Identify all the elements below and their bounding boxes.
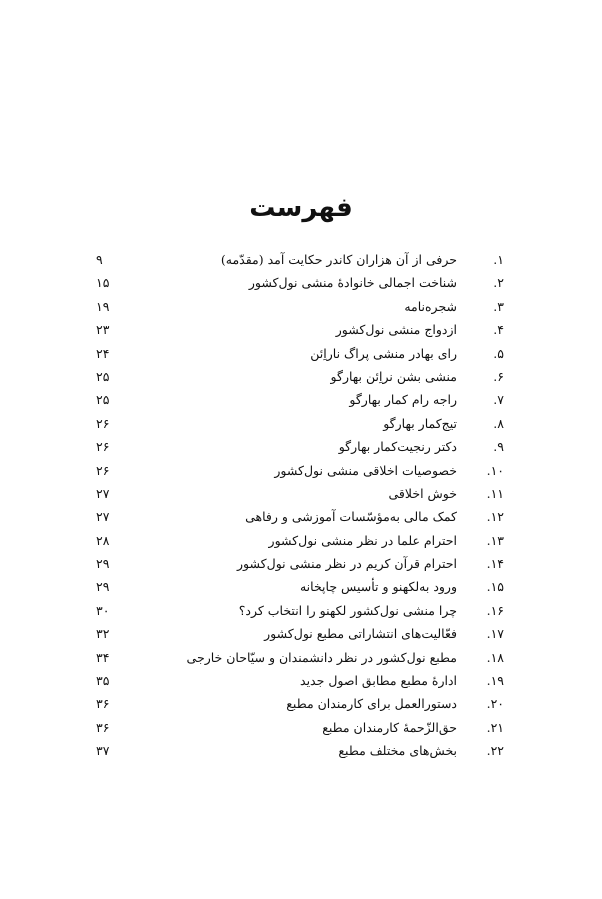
toc-entry-number: ۱۹.: [486, 673, 504, 689]
toc-entry-page-number: ۲۳: [96, 322, 110, 338]
toc-entry-page-number: ۱۵: [96, 275, 110, 291]
toc-entry-number: ۵.: [493, 345, 504, 361]
toc-entry-title: مطبع نول‌کشور در نظر دانشمندان و سیّاحان خارجی: [186, 649, 457, 665]
toc-entry[interactable]: [0, 482, 602, 505]
toc-entry-number: ۶.: [493, 368, 504, 384]
toc-entry-title: خوش اخلاقی: [388, 485, 457, 501]
toc-entry[interactable]: [0, 529, 602, 552]
toc-entry-title: فعّالیت‌های انتشاراتی مطبع نول‌کشور: [264, 626, 457, 642]
toc-entry-page-number: ۳۵: [96, 673, 110, 689]
toc-entry-number: ۸.: [493, 415, 504, 431]
toc-entry-number: ۲۱.: [486, 719, 504, 735]
toc-entry-page-number: ۳۶: [96, 696, 110, 712]
toc-entry[interactable]: [0, 739, 602, 762]
toc-entry-number: ۴.: [493, 322, 504, 338]
toc-entry-title: منشی بشن نراِئن بهارگو: [330, 368, 457, 384]
toc-entry[interactable]: [0, 646, 602, 669]
table-of-contents: [0, 248, 602, 763]
toc-entry-title: بخش‌های مختلف مطبع: [338, 743, 457, 759]
toc-entry-number: ۲۲.: [486, 743, 504, 759]
toc-entry-number: ۱۵.: [486, 579, 504, 595]
toc-entry-number: ۱۰.: [486, 462, 504, 478]
toc-entry-title: راجه رام کمار بهارگو: [349, 392, 457, 408]
toc-entry-page-number: ۳۴: [96, 649, 110, 665]
toc-entry-title: رای بهادر منشی پراگ ناراِئن: [310, 345, 457, 361]
toc-entry[interactable]: [0, 295, 602, 318]
toc-entry-page-number: ۲۸: [96, 532, 110, 548]
toc-entry[interactable]: [0, 599, 602, 622]
toc-entry-page-number: ۳۰: [96, 602, 110, 618]
toc-entry-title: خصوصیات اخلاقی منشی نول‌کشور: [274, 462, 457, 478]
toc-entry-number: ۱۴.: [486, 556, 504, 572]
toc-entry[interactable]: [0, 575, 602, 598]
toc-entry[interactable]: [0, 716, 602, 739]
toc-entry-page-number: ۲۵: [96, 368, 110, 384]
toc-entry-page-number: ۲۹: [96, 556, 110, 572]
toc-entry-number: ۱.: [493, 252, 504, 267]
toc-entry-number: ۱۲.: [486, 509, 504, 525]
toc-entry-title: حق‌الزّحمهٔ کارمندان مطبع: [322, 719, 457, 735]
page-title: فهرست: [249, 193, 353, 223]
toc-entry[interactable]: [0, 435, 602, 458]
toc-entry[interactable]: [0, 248, 602, 271]
toc-entry-title: دستورالعمل برای کارمندان مطبع: [286, 696, 457, 712]
toc-entry-number: ۹.: [493, 439, 504, 455]
toc-entry-title: تیج‌کمار بهارگو: [383, 415, 457, 431]
toc-entry-page-number: ۲۶: [96, 462, 110, 478]
toc-entry-number: ۱۸.: [486, 649, 504, 665]
toc-entry-title: دکتر رنجیت‌کمار بهارگو: [338, 439, 457, 455]
toc-entry-page-number: ۲۹: [96, 579, 110, 595]
toc-entry-title: ورود به‌لکهنو و تأسیس چاپخانه: [299, 579, 457, 595]
toc-entry[interactable]: [0, 271, 602, 294]
toc-entry-page-number: ۳۷: [96, 743, 110, 759]
toc-entry-title: ادارهٔ مطبع مطابق اصول جدید: [300, 673, 457, 689]
toc-entry-title: شناخت اجمالی خانوادهٔ منشی نول‌کشور: [248, 275, 457, 291]
toc-entry-title: احترام قرآن کریم در نظر منشی نول‌کشور: [237, 556, 457, 572]
toc-entry-number: ۱۶.: [486, 602, 504, 618]
toc-entry-page-number: ۲۶: [96, 415, 110, 431]
toc-entry-number: ۱۳.: [486, 532, 504, 548]
toc-entry-page-number: ۲۴: [96, 345, 110, 361]
toc-entry-number: ۳.: [493, 298, 504, 314]
toc-entry[interactable]: [0, 552, 602, 575]
toc-entry[interactable]: [0, 365, 602, 388]
toc-entry-page-number: ۹: [96, 252, 103, 267]
toc-entry-title: کمک مالی به‌مؤسّسات آموزشی و رفاهی: [245, 509, 457, 525]
toc-entry[interactable]: [0, 412, 602, 435]
toc-entry-title: ازدواج منشی نول‌کشور: [335, 322, 457, 338]
toc-entry-page-number: ۳۶: [96, 719, 110, 735]
toc-entry[interactable]: [0, 459, 602, 482]
toc-entry-page-number: ۲۷: [96, 485, 110, 501]
toc-entry[interactable]: [0, 505, 602, 528]
toc-entry-title: شجره‌نامه: [404, 298, 457, 314]
toc-entry-number: ۲.: [493, 275, 504, 291]
toc-entry[interactable]: [0, 342, 602, 365]
toc-entry[interactable]: [0, 622, 602, 645]
toc-entry[interactable]: [0, 318, 602, 341]
toc-entry-page-number: ۳۲: [96, 626, 110, 642]
toc-entry[interactable]: [0, 669, 602, 692]
toc-entry-title: چرا منشی نول‌کشور لکهنو را انتخاب کرد؟: [238, 602, 457, 618]
toc-entry-page-number: ۱۹: [96, 298, 110, 314]
toc-entry-title: حرفی از آن هزاران کاندر حکایت آمد (مقدّمه): [220, 252, 457, 267]
toc-entry-page-number: ۲۵: [96, 392, 110, 408]
toc-entry[interactable]: [0, 692, 602, 715]
toc-entry-number: ۷.: [493, 392, 504, 408]
toc-entry-title: احترام علما در نظر منشی نول‌کشور: [268, 532, 457, 548]
toc-entry[interactable]: [0, 388, 602, 411]
toc-entry-number: ۱۷.: [486, 626, 504, 642]
toc-entry-number: ۲۰.: [486, 696, 504, 712]
toc-entry-page-number: ۲۶: [96, 439, 110, 455]
toc-entry-page-number: ۲۷: [96, 509, 110, 525]
toc-entry-number: ۱۱.: [486, 485, 504, 501]
